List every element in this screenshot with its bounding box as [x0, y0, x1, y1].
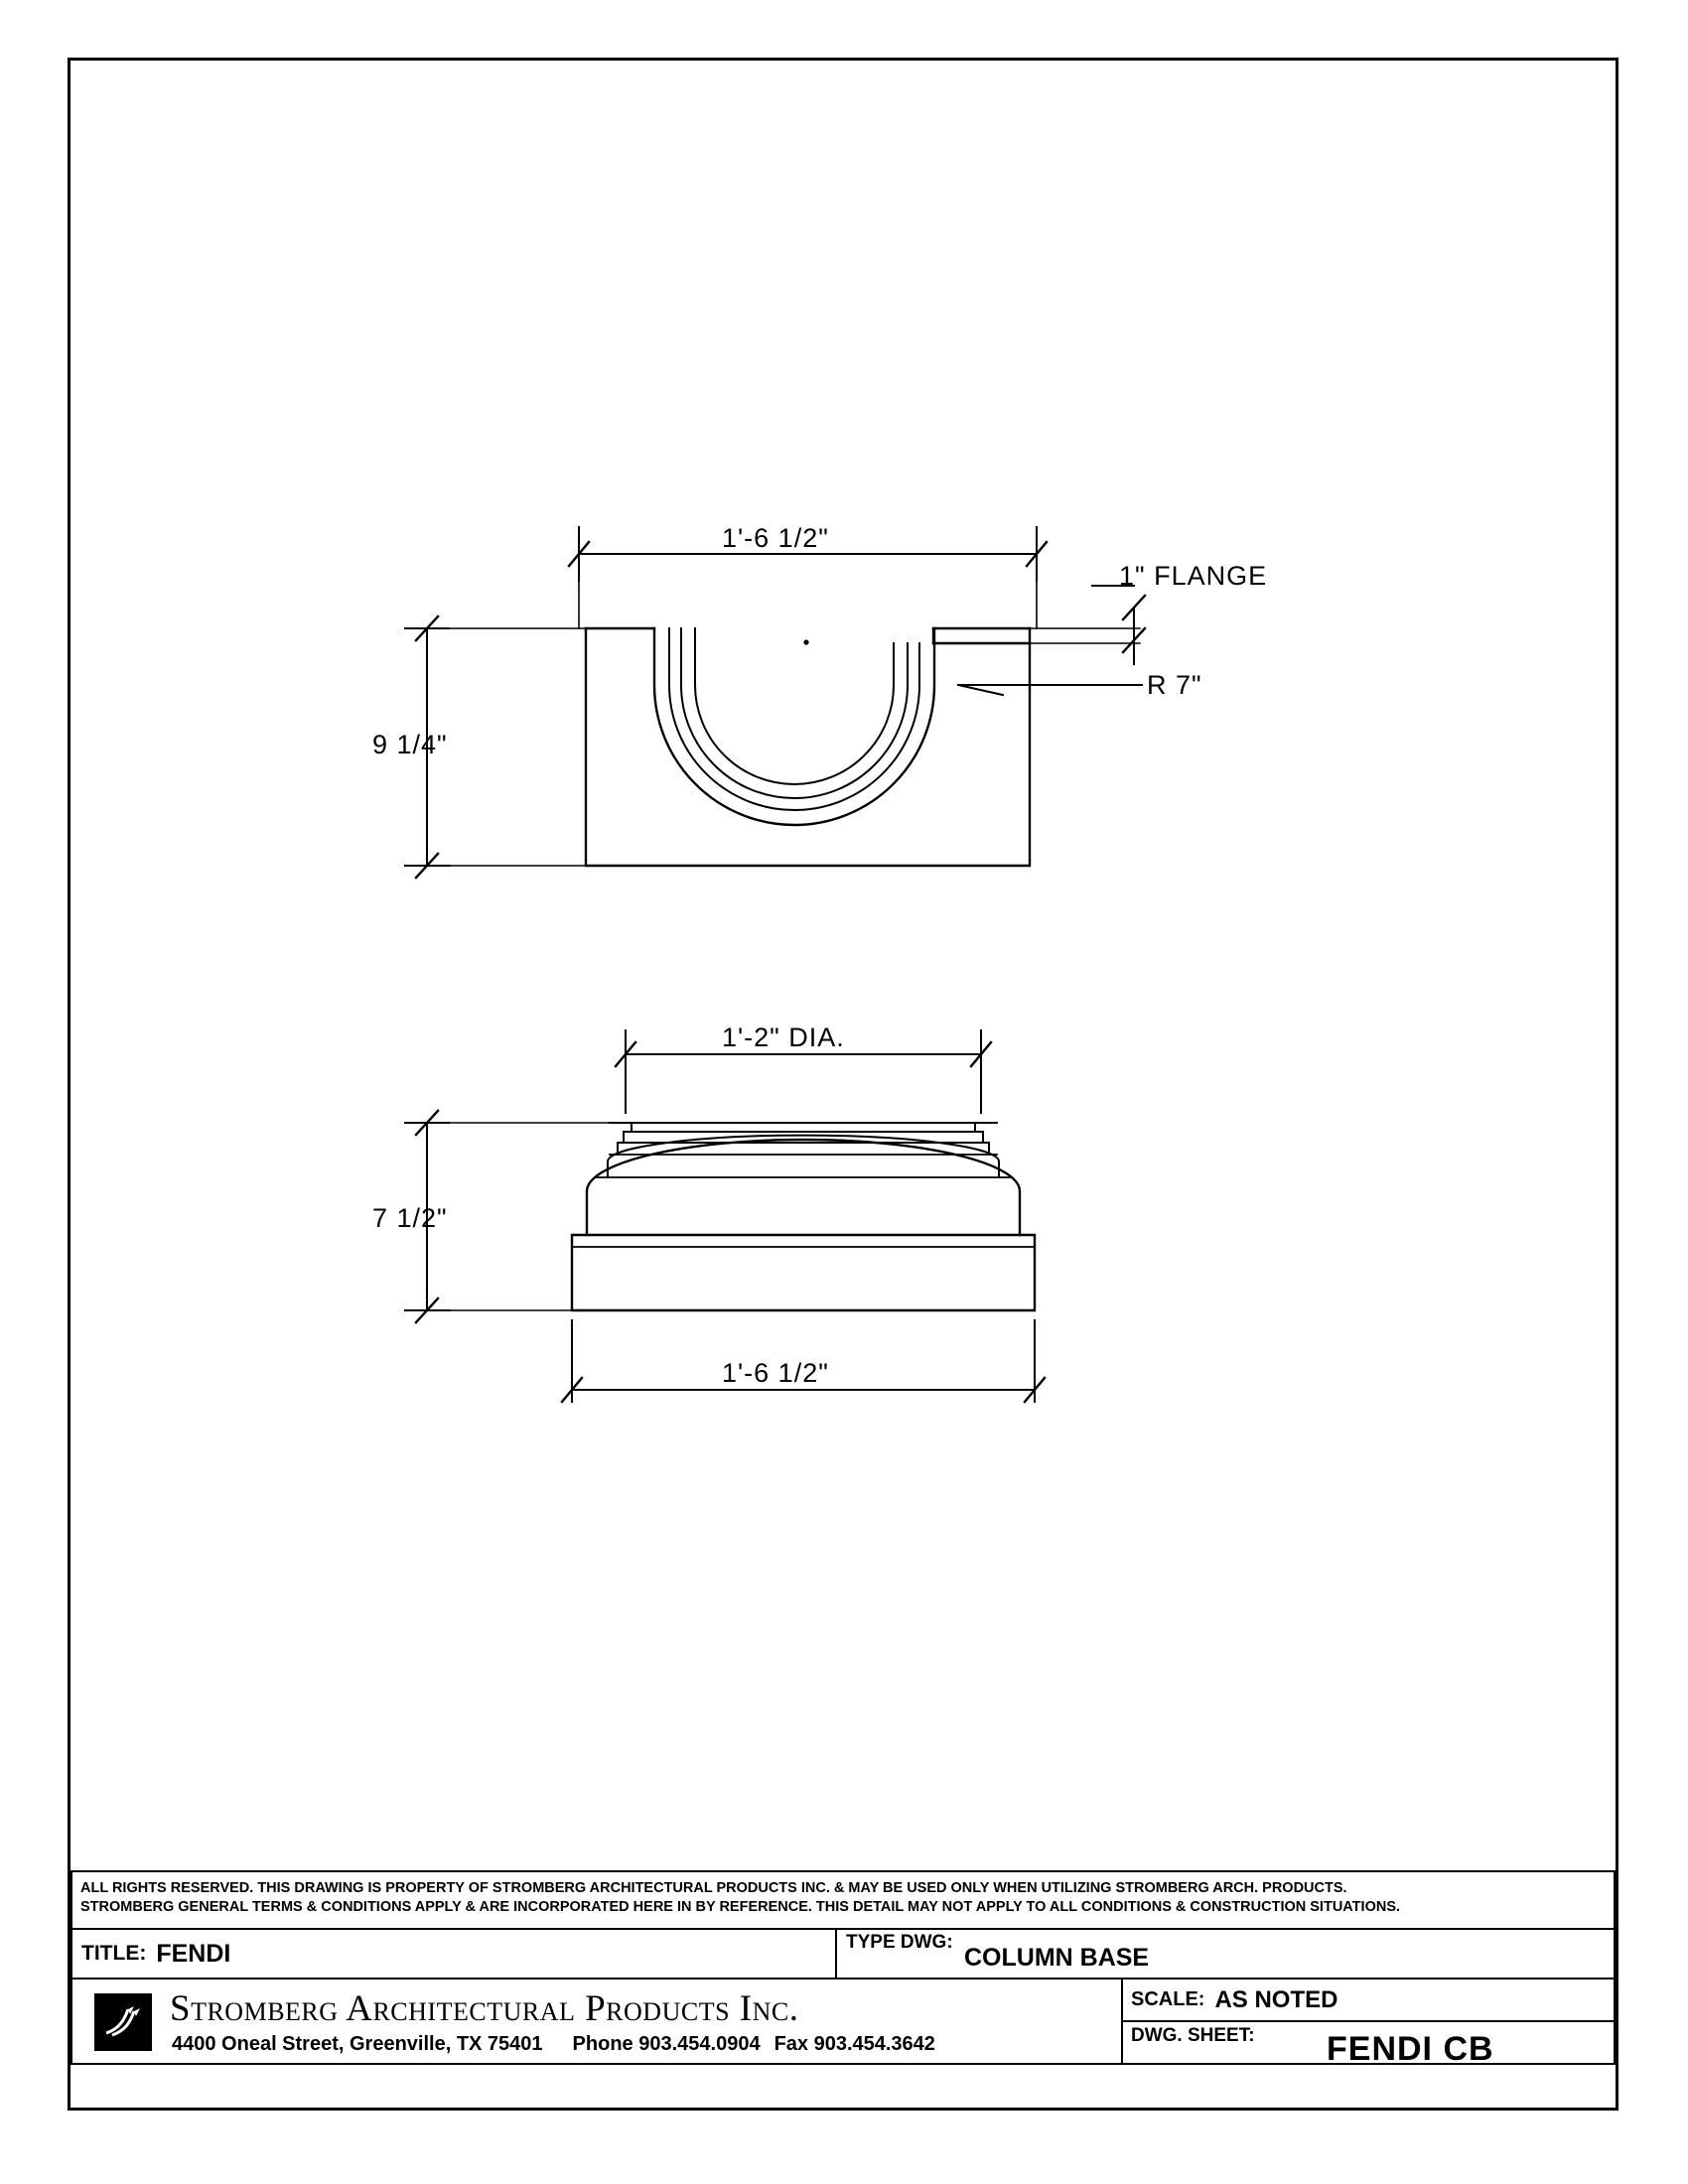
company-cell [72, 1979, 1123, 2063]
company-address: 4400 Oneal Street, Greenville, TX 75401 [172, 2033, 543, 2055]
title-value: FENDI [156, 1939, 231, 1968]
dim-elevation-diameter: 1'-2" DIA. [722, 1023, 845, 1052]
legal-notes-block [70, 1870, 1616, 1930]
company-contact [172, 2033, 935, 2056]
title-cell [72, 1930, 837, 1978]
title-label: TITLE: [81, 1942, 147, 1965]
company-name: Stromberg Architectural Products Inc. [170, 1988, 799, 2029]
title-type-row [70, 1928, 1616, 1979]
legal-note-line-1: ALL RIGHTS RESERVED. THIS DRAWING IS PROPERTY OF STROMBERG ARCHITECTURAL PRODUCTS INC. & MAY BE USED ONLY WHEN UTILIZING STROMBERG ARCH. PRODUCTS. [80, 1880, 1347, 1896]
scale-row [1123, 1979, 1614, 2022]
type-cell [837, 1930, 1614, 1978]
label-radius: R 7" [1147, 670, 1202, 700]
dim-section-top-width: 1'-6 1/2" [722, 523, 829, 553]
sheet-label: DWG. SHEET: [1131, 2025, 1255, 2046]
company-phone: Phone 903.454.0904 [572, 2033, 761, 2055]
label-flange: 1" FLANGE [1119, 561, 1268, 591]
company-info-row [70, 1978, 1616, 2068]
scale-label: SCALE: [1131, 1988, 1205, 2010]
sheet-border [68, 58, 1618, 2111]
scale-value: AS NOTED [1214, 1985, 1338, 2013]
stromberg-logo-icon [94, 1993, 152, 2051]
legal-note-line-2: STROMBERG GENERAL TERMS & CONDITIONS APPLY & ARE INCORPORATED HERE IN BY REFERENCE. THIS DETAIL MAY NOT APPLY TO ALL CONDITIONS & CONSTRUCTION SITUATIONS. [80, 1899, 1401, 1915]
sheet-meta-cell [1123, 1979, 1614, 2068]
sheet-row [1123, 2022, 1614, 2068]
dim-elevation-height: 7 1/2" [372, 1203, 448, 1233]
dim-elevation-bottom-width: 1'-6 1/2" [722, 1358, 829, 1388]
dim-section-height: 9 1/4" [372, 730, 448, 759]
type-value: COLUMN BASE [964, 1944, 1150, 1972]
type-label: TYPE DWG: [846, 1932, 953, 1953]
company-fax: Fax 903.454.3642 [774, 2033, 935, 2055]
sheet-value: FENDI CB [1327, 2030, 1494, 2068]
